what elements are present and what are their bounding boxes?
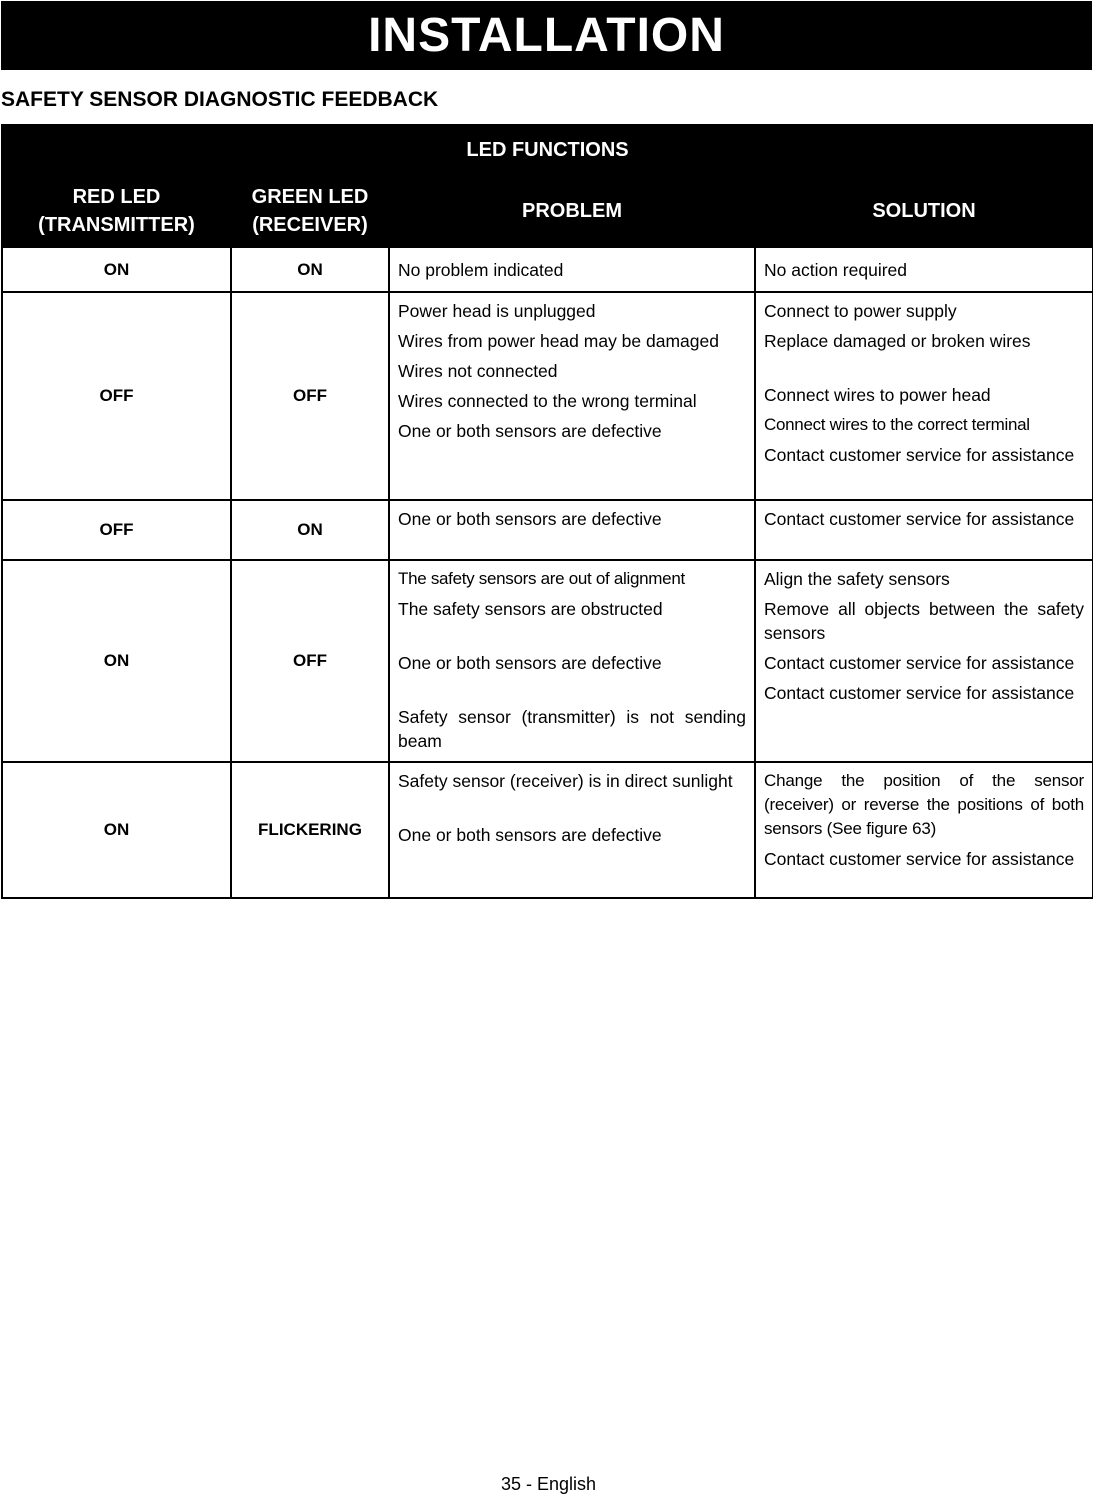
problem-text: The safety sensors are obstructed (398, 599, 663, 619)
section-title: SAFETY SENSOR DIAGNOSTIC FEEDBACK (1, 88, 439, 111)
solution-cell (755, 762, 1093, 898)
red-led-header (2, 175, 231, 247)
solution-text: Contact customer service for assistance (764, 683, 1075, 703)
red-led-header-label: RED LED (72, 186, 161, 208)
problem-header: PROBLEM (389, 175, 755, 247)
problem-text: Wires from power head may be damaged (398, 331, 719, 351)
problem-text: One or both sensors are defective (398, 421, 662, 441)
page-footer: 35 - English (500, 1474, 597, 1494)
problem-text: Safety sensor (receiver) is in direct sunlight (398, 771, 733, 791)
red-led-state: ON (2, 762, 231, 898)
solution-text: Align the safety sensors (764, 569, 950, 589)
solution-text: Connect to power supply (764, 301, 957, 321)
green-led-state: OFF (231, 292, 389, 500)
page-banner: INSTALLATION (1, 1, 1092, 70)
table-row (2, 292, 1093, 500)
green-led-state: OFF (231, 560, 389, 762)
solution-text: Replace damaged or broken wires (764, 331, 1031, 351)
green-led-state: ON (231, 247, 389, 292)
green-led-state: ON (231, 500, 389, 560)
problem-cell (389, 560, 755, 762)
red-led-state: OFF (2, 292, 231, 500)
solution-cell (755, 292, 1093, 500)
solution-cell (755, 500, 1093, 560)
solution-header: SOLUTION (755, 175, 1093, 247)
table-row (2, 762, 1093, 898)
problem-text: Wires not connected (398, 361, 558, 381)
red-led-header-sub: (TRANSMITTER) (38, 214, 195, 236)
solution-text: Change the position of the sensor (receiver) or reverse the positions of both sensors (See figure 63) (764, 771, 1085, 838)
solution-text: Contact customer service for assistance (764, 653, 1075, 673)
problem-cell (389, 500, 755, 560)
diagnostic-table (1, 124, 1093, 899)
problem-cell (389, 762, 755, 898)
red-led-state: OFF (2, 500, 231, 560)
solution-cell (755, 560, 1093, 762)
solution-text: Contact customer service for assistance (764, 849, 1075, 869)
problem-text: One or both sensors are defective (398, 653, 662, 673)
solution-text: Contact customer service for assistance (764, 445, 1075, 465)
red-led-state: ON (2, 247, 231, 292)
solution-text: Connect wires to the correct terminal (764, 415, 1030, 434)
table-row (2, 247, 1093, 292)
problem-text: The safety sensors are out of alignment (398, 569, 685, 588)
table-header-row (2, 175, 1093, 247)
table-row (2, 500, 1093, 560)
problem-text: Wires connected to the wrong terminal (398, 391, 697, 411)
green-led-header-label: GREEN LED (251, 186, 369, 208)
problem-text: One or both sensors are defective (398, 509, 662, 529)
solution-text: Connect wires to power head (764, 385, 991, 405)
led-functions-header: LED FUNCTIONS (2, 125, 1093, 175)
green-led-state: FLICKERING (231, 762, 389, 898)
green-led-header (231, 175, 389, 247)
solution-text: Contact customer service for assistance (764, 509, 1075, 529)
table-row (2, 560, 1093, 762)
red-led-state: ON (2, 560, 231, 762)
problem-text: One or both sensors are defective (398, 825, 662, 845)
problem-text: No problem indicated (398, 259, 564, 280)
solution-text: Remove all objects between the safety sensors (764, 599, 1085, 643)
green-led-header-sub: (RECEIVER) (252, 214, 368, 236)
problem-text: Safety sensor (transmitter) is not sending beam (398, 707, 746, 751)
problem-cell (389, 292, 755, 500)
solution-text: No action required (764, 259, 907, 280)
table-group-header-row (2, 125, 1093, 175)
problem-cell (389, 247, 755, 292)
problem-text: Power head is unplugged (398, 301, 596, 321)
solution-cell (755, 247, 1093, 292)
